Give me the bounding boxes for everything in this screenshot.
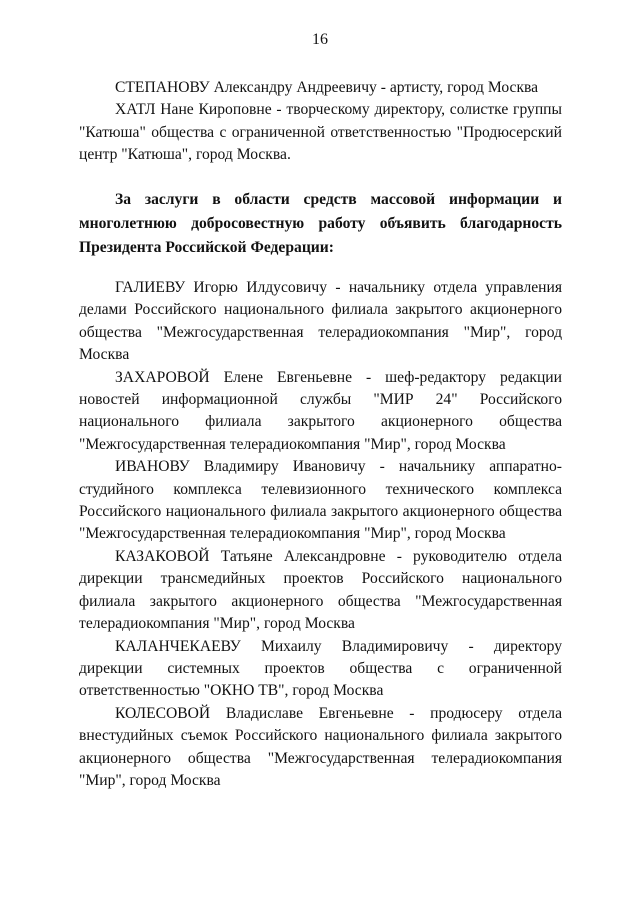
recipient-description: - начальнику аппаратно-студийного комплекса телевизионного технического комплекса Российского национального филиала закрытого акционерного общества "Межгосударственная телерадиокомпания "Мир", город Москва: [79, 458, 562, 543]
page-number: 16: [312, 31, 328, 48]
recipient-description: - артисту, город Москва: [376, 79, 539, 96]
award-list: [79, 277, 562, 792]
award-entry: [79, 99, 562, 166]
recipient-name: ЗАХАРОВОЙ Елене Евгеньевне: [115, 368, 353, 386]
award-entry: [79, 367, 562, 457]
award-entry: [79, 77, 562, 99]
recipient-description: - директору дирекции системных проектов общества с ограниченной ответственностью "ОКНО ТВ", город Москва: [79, 637, 563, 700]
recipient-description: - руководителю отдела дирекции трансмедийных проектов Российского национального филиала закрытого акционерного общества "Межгосударственная телерадиокомпания "Мир", город Москва: [79, 547, 562, 633]
award-entry: [79, 636, 562, 703]
recipient-name: СТЕПАНОВУ Александру Андреевичу: [115, 79, 377, 96]
recipient-name: КАЗАКОВОЙ Татьяне Александровне: [115, 547, 386, 565]
recipient-name: ИВАНОВУ Владимиру Ивановичу: [115, 458, 366, 476]
recipient-name: КАЛАНЧЕКАЕВУ Михаилу Владимировичу: [115, 637, 449, 655]
award-entry: [79, 546, 562, 636]
recipient-description: - творческому директору, солистке группы "Катюша" общества с ограниченной ответственностью "Продюсерский центр "Катюша", город Москва.: [79, 101, 562, 164]
recipient-description: - начальнику отдела управления делами Российского национального филиала закрытого акционерного общества "Межгосударственная телерадиокомпания "Мир", город Москва: [79, 279, 563, 364]
award-entry: [79, 703, 562, 793]
top-entries: [79, 77, 562, 167]
recipient-description: - шеф-редактору редакции новостей информационной службы "МИР 24" Российского национального филиала закрытого акционерного общества "Межгосударственная телерадиокомпания "Мир", город Москва: [79, 368, 562, 453]
recipient-description: - продюсеру отдела внестудийных съемок Российского национального филиала закрытого акционерного общества "Межгосударственная телерадиокомпания "Мир", город Москва: [79, 704, 562, 789]
award-entry: [79, 456, 562, 546]
recipient-name: ГАЛИЕВУ Игорю Илдусовичу: [115, 279, 328, 296]
award-entry: [79, 277, 562, 367]
section-heading: За заслуги в области средств массовой информации и многолетнюю добросовестную работу объявить благодарность Президента Российской Федерации:: [79, 191, 562, 256]
recipient-name: ХАТЛ Нане Кироповне: [115, 101, 272, 119]
recipient-name: КОЛЕСОВОЙ Владиславе Евгеньевне: [115, 704, 394, 722]
